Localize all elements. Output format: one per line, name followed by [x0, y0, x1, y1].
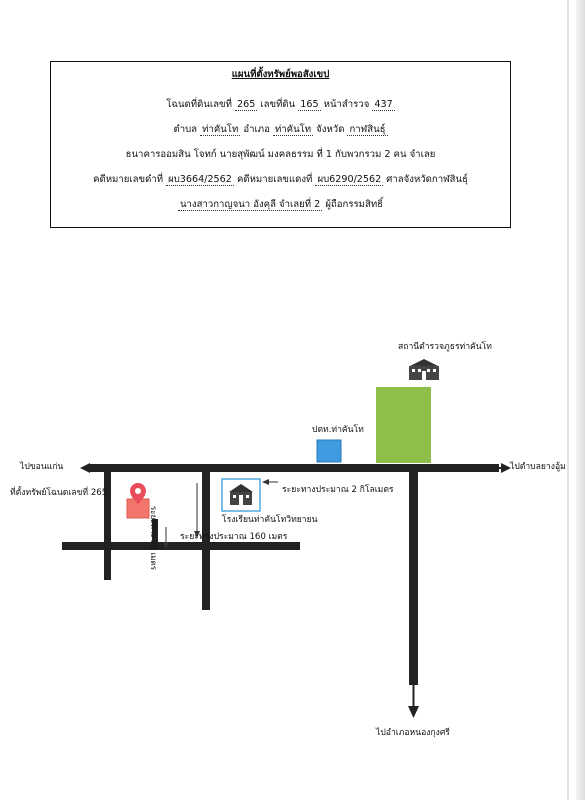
red-case-label: คดีหมายเลขแดงที่ — [236, 174, 313, 185]
post-office-marker — [317, 440, 341, 462]
post-office-label: ปตท.ท่าคันโท — [312, 425, 364, 435]
side-road — [62, 542, 300, 550]
owner: นางสาวกาญจนา อังคุลี จำเลยที่ 2 — [179, 199, 321, 210]
land-no: 165 — [300, 99, 319, 110]
survey-label: หน้าสำรวจ — [323, 99, 370, 110]
header-parties-line: ธนาคารออมสิน โจทก์ นายสุพัฒน์ มงคลธรรม ที่ 1 กับพวกรวม 2 คน จำเลย — [125, 149, 436, 160]
distance-160m-label: ระยะทางประมาณ 160 เมตร — [180, 532, 288, 542]
police-station-field — [376, 387, 431, 463]
province: กาฬสินธุ์ — [349, 124, 386, 135]
court: ศาลจังหวัดกาฬสินธุ์ — [386, 174, 468, 185]
province-label: จังหวัด — [316, 124, 345, 135]
amphoe-label: อำเภอ — [243, 124, 270, 135]
to-tambon-label: ไปตำบลยางอู้ม — [510, 462, 566, 472]
black-case: ผบ3664/2562 — [168, 174, 232, 185]
deed-no: 265 — [236, 99, 256, 110]
south-road — [409, 472, 418, 685]
red-case: ผบ6290/2562 — [317, 174, 382, 185]
to-nong-kung-si-label: ไปอำเภอหนองกุงศรี — [376, 728, 450, 738]
school-label: โรงเรียนท่าคันโทวิทยายน — [222, 515, 318, 525]
police-station-label: สถานีตำรวจภูธรท่าคันโท — [398, 342, 492, 352]
survey-no: 437 — [374, 99, 393, 110]
distance-30m-label: ระยะทาง 30 เมตร — [149, 506, 158, 571]
arrow-left-icon — [80, 463, 90, 473]
owner-suffix: ผู้ถือกรรมสิทธิ์ — [325, 199, 384, 210]
property-label — [10, 488, 107, 499]
tambon-label: ตำบล — [173, 124, 198, 135]
main-road — [90, 464, 499, 472]
header-title: แผนที่ตั้งทรัพย์พอสังเขป — [231, 69, 330, 80]
tambon: ท่าคันโท — [202, 124, 239, 135]
property-label-text: ที่ตั้งทรัพย์โฉนดเลขที่ — [10, 488, 89, 498]
arrow-down-icon — [408, 706, 419, 718]
to-khon-kaen-label: ไปขอนแก่น — [20, 462, 64, 472]
distance-2km-label: ระยะทางประมาณ 2 กิโลเมตร — [282, 485, 394, 495]
property-deed-no: 265 — [90, 488, 108, 498]
black-case-label: คดีหมายเลขดำที่ — [93, 174, 164, 185]
deed-label: โฉนดที่ดินเลขที่ — [166, 99, 232, 110]
building-icon — [409, 359, 439, 380]
amphoe: ท่าคันโท — [274, 124, 312, 135]
land-no-label: เลขที่ดิน — [260, 99, 296, 110]
